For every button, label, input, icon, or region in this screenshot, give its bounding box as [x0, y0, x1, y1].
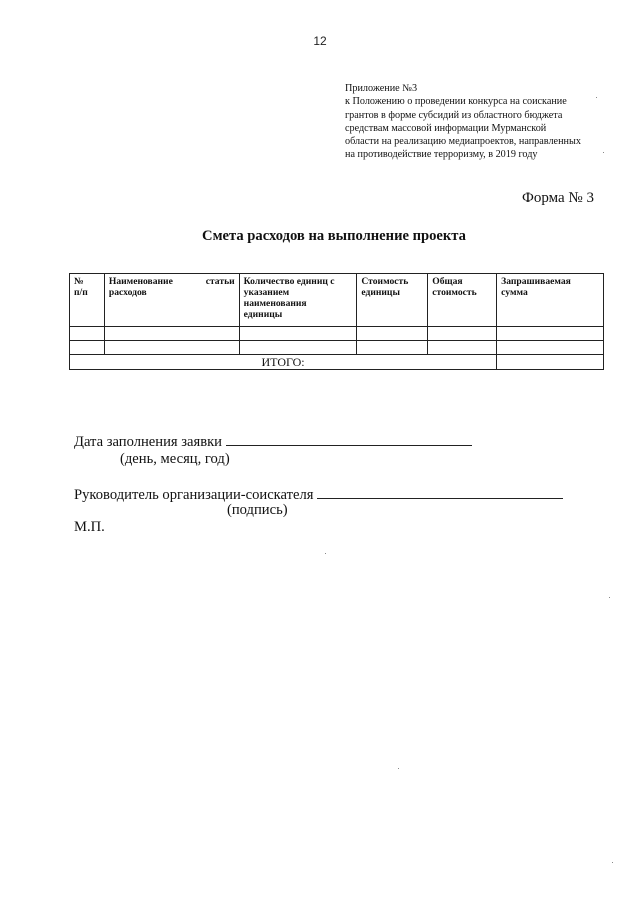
stamp-label: М.П. [74, 519, 105, 535]
header-requested-sum [497, 274, 604, 327]
table-row [70, 341, 604, 355]
date-field-row [74, 431, 472, 451]
document-title: Смета расходов на выполнение проекта [202, 228, 466, 244]
table-cell[interactable] [497, 327, 604, 341]
header-item-name [104, 274, 239, 327]
date-hint: (день, месяц, год) [120, 451, 230, 467]
table-header-row [70, 274, 604, 327]
header-total-cost [428, 274, 497, 327]
total-label: ИТОГО: [70, 355, 497, 370]
scan-speck [325, 553, 326, 554]
date-label: Дата заполнения заявки [74, 434, 222, 450]
table-cell[interactable] [357, 327, 428, 341]
table-cell[interactable] [104, 341, 239, 355]
date-input-line[interactable] [226, 431, 472, 446]
header-text: статьи [205, 276, 235, 287]
header-quantity [239, 274, 357, 327]
header-text: п/п [74, 287, 88, 298]
appendix-line: грантов в форме субсидий из областного бюджета [345, 109, 563, 121]
header-text: № [74, 276, 84, 287]
table-cell[interactable] [239, 327, 357, 341]
header-text: Количество единиц с [243, 276, 335, 287]
header-text: Наименование [108, 276, 173, 287]
header-text: наименования [243, 298, 307, 309]
header-text: единицы [243, 309, 283, 320]
header-text: Стоимость [361, 276, 409, 287]
table-cell[interactable] [497, 341, 604, 355]
header-text: указанием [243, 287, 290, 298]
header-text: единицы [361, 287, 400, 298]
header-text: Запрашиваемая [501, 276, 571, 287]
header-text-row [109, 276, 235, 287]
appendix-line: Приложение №3 [345, 83, 418, 94]
appendix-line: области на реализацию медиапроектов, направленных [345, 136, 581, 148]
form-label: Форма № 3 [522, 190, 594, 206]
table-total-row [70, 355, 604, 370]
table-cell[interactable] [104, 327, 239, 341]
table-cell[interactable] [357, 341, 428, 355]
header-num [70, 274, 105, 327]
appendix-line: средствам массовой информации Мурманской [345, 122, 547, 134]
scan-speck [398, 768, 399, 769]
signature-input-line[interactable] [317, 484, 563, 499]
scan-speck [612, 862, 613, 863]
table-row [70, 327, 604, 341]
head-field-row [74, 484, 563, 504]
scan-speck [609, 597, 610, 598]
estimate-table [69, 273, 604, 370]
total-value-cell[interactable] [497, 355, 604, 370]
table-cell[interactable] [70, 341, 105, 355]
scan-speck [603, 152, 604, 153]
table-cell[interactable] [428, 341, 497, 355]
scan-speck [596, 97, 597, 98]
signature-hint: (подпись) [227, 502, 288, 518]
header-text: сумма [501, 287, 528, 298]
header-text: Общая [432, 276, 463, 287]
head-label: Руководитель организации-соискателя [74, 487, 314, 503]
header-unit-cost [357, 274, 428, 327]
header-text: расходов [108, 287, 147, 298]
table-cell[interactable] [70, 327, 105, 341]
table-cell[interactable] [239, 341, 357, 355]
appendix-line: к Положению о проведении конкурса на соискание [345, 96, 567, 108]
appendix-note [345, 82, 605, 162]
page-number: 12 [313, 34, 327, 48]
header-text: стоимость [432, 287, 477, 298]
appendix-line: на противодействие терроризму, в 2019 году [345, 149, 538, 161]
table-cell[interactable] [428, 327, 497, 341]
